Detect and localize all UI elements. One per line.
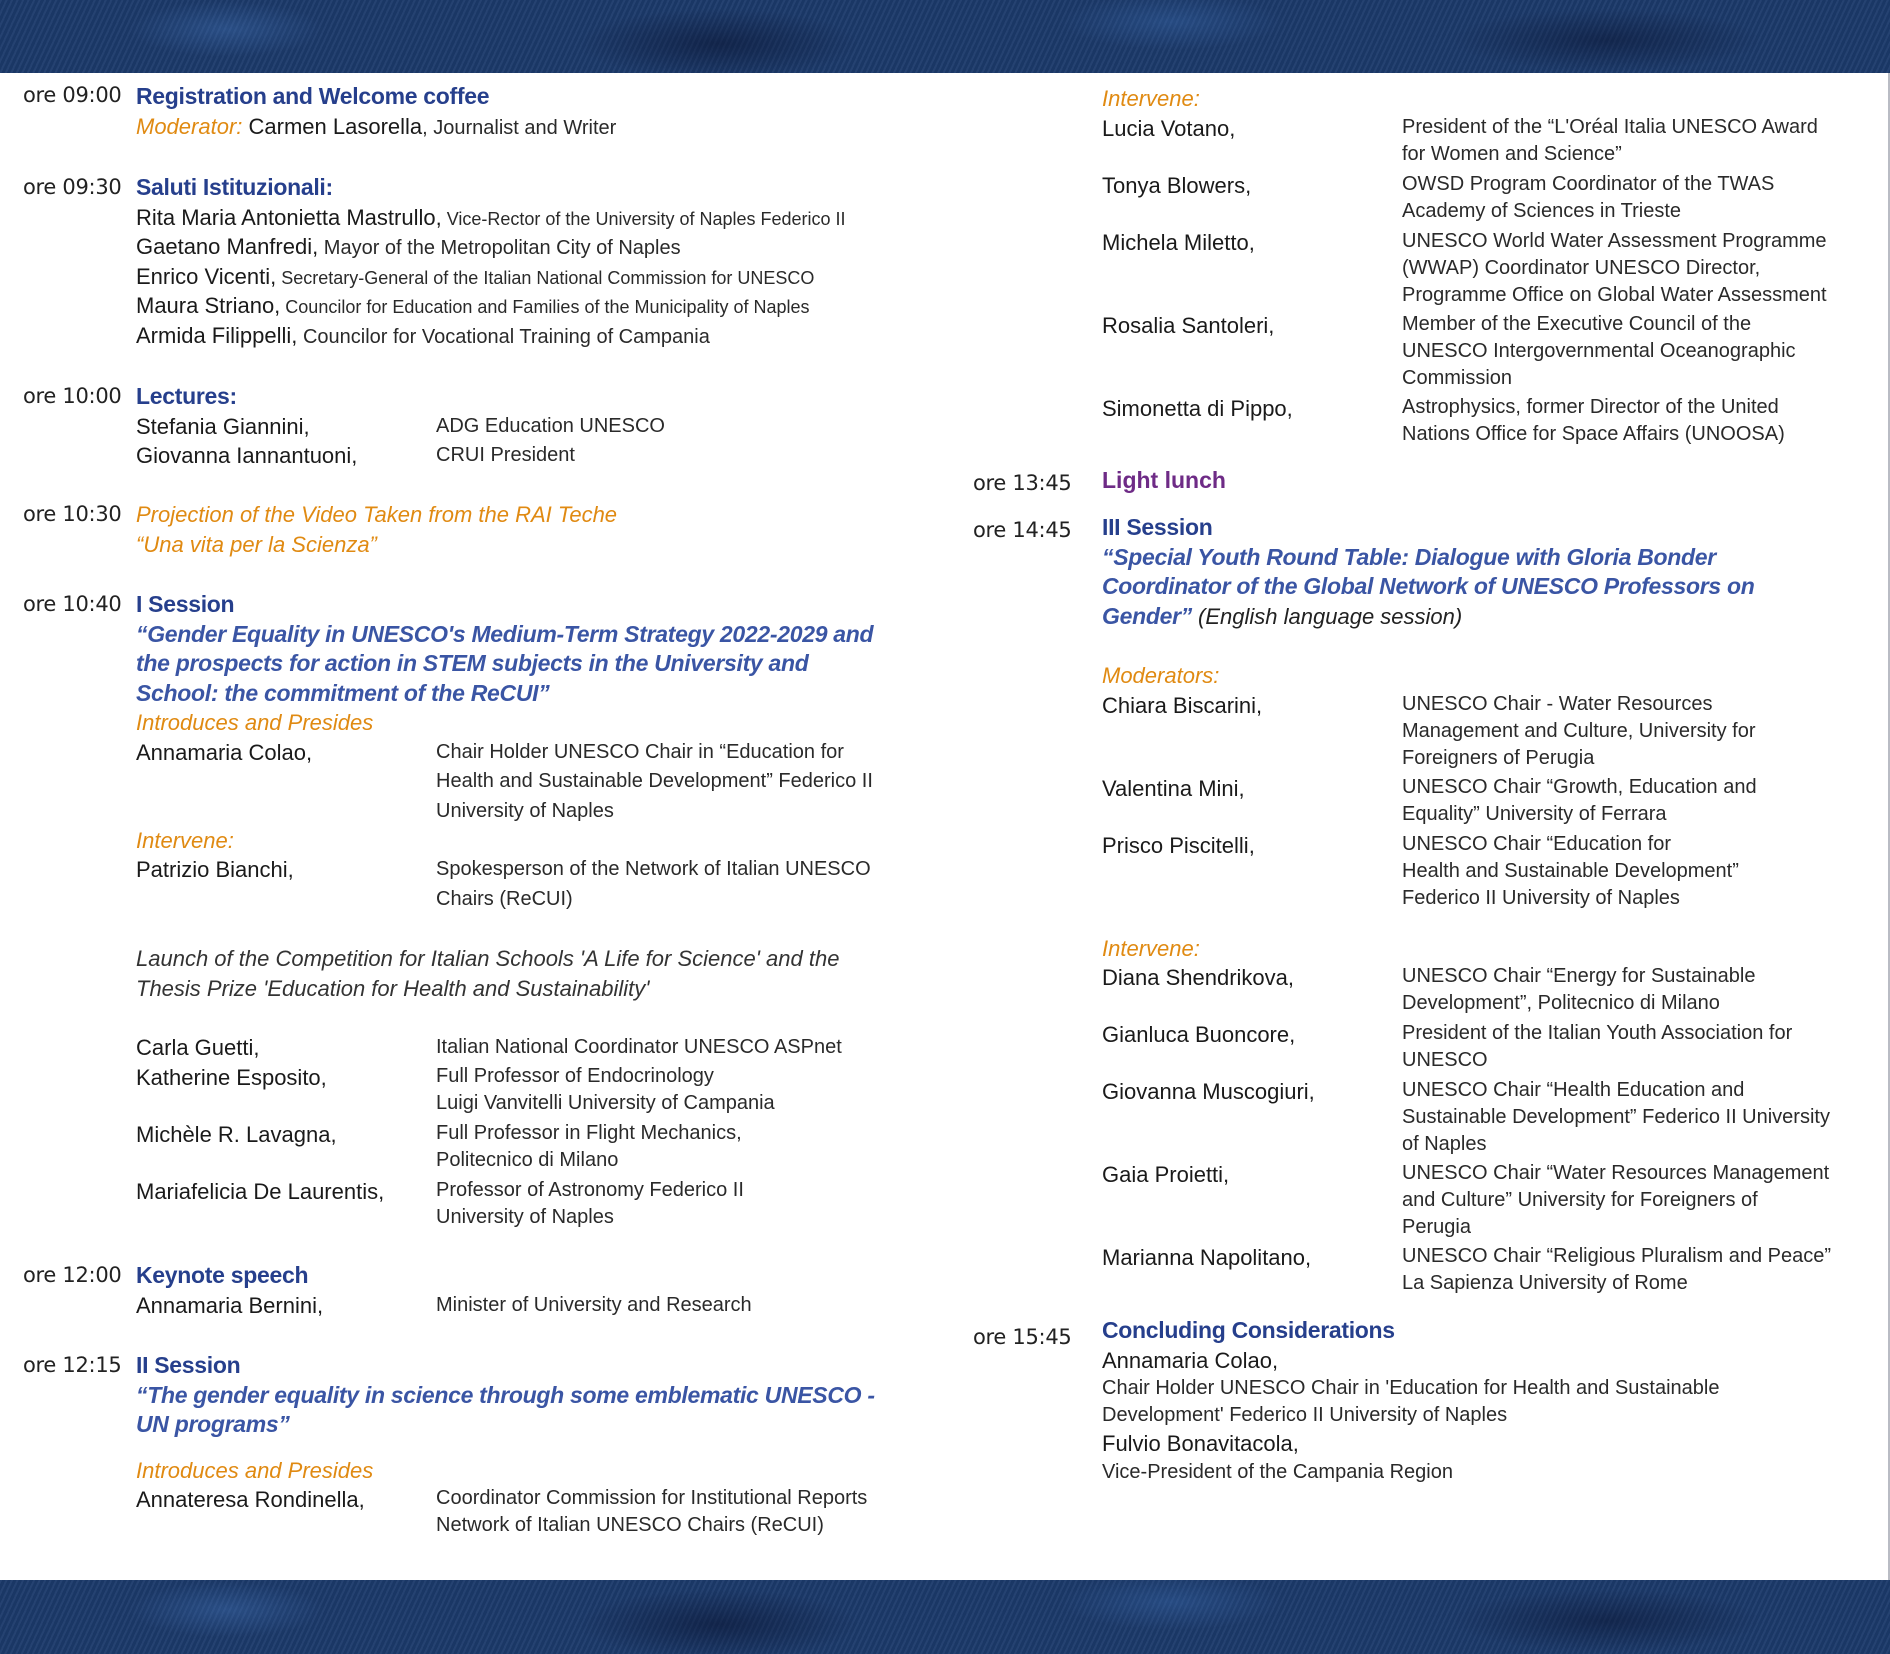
speaker-name: Katherine Esposito, (136, 1064, 327, 1090)
role-line: Perugia (1402, 1216, 1471, 1238)
role-line: Network of Italian UNESCO Chairs (ReCUI) (436, 1514, 824, 1536)
role-line: University of Naples (436, 799, 614, 822)
session-projection (136, 500, 617, 559)
speaker (1102, 228, 1862, 311)
role-line: Coordinator Commission for Institutional Reports (436, 1487, 868, 1509)
speaker-name: Maura Striano, (136, 293, 281, 318)
speaker-role: Secretary-General of the Italian National Commission for UNESCO (276, 267, 815, 288)
role-line: Federico II University of Naples (1402, 886, 1680, 909)
role-line: UNESCO Chair “Health Education and (1402, 1079, 1745, 1101)
speaker-name: Michèle R. Lavagna, (136, 1121, 337, 1147)
role-line: Full Professor in Flight Mechanics, (436, 1121, 742, 1144)
speaker (1102, 311, 1862, 394)
time-1200: ore 12:00 (23, 1263, 122, 1287)
moderator (1102, 831, 1862, 914)
session-topic: the prospects for action in STEM subjects in the University and (136, 650, 809, 676)
speaker (136, 262, 846, 292)
role-line: for Women and Science” (1402, 142, 1622, 165)
footer-band (0, 1580, 1890, 1654)
role-line: University of Naples (436, 1205, 614, 1228)
speaker (1102, 1020, 1862, 1077)
speaker (136, 321, 846, 351)
role-line: Member of the Executive Council of the (1402, 312, 1752, 335)
speaker-name: Marianna Napolitano, (1102, 1245, 1312, 1270)
role-line: and Culture” University for Foreigners of (1402, 1189, 1758, 1211)
time-0900: ore 09:00 (23, 83, 122, 107)
role-line: Commission (1402, 366, 1513, 389)
role-line: UNESCO Chair “Education for (1402, 832, 1671, 855)
launch-note: Launch of the Competition for Italian Schools 'A Life for Science' and the (136, 946, 840, 971)
role-line: of Naples (1402, 1133, 1487, 1155)
projection-title: Projection of the Video Taken from the RAI Teche (136, 502, 618, 527)
role-line: Italian National Coordinator UNESCO ASPnet (436, 1036, 842, 1058)
role-line: Spokesperson of the Network of Italian UNESCO (436, 858, 871, 880)
role-line: Programme Office on Global Water Assessment (1402, 283, 1827, 306)
speaker-name: Rita Maria Antonietta Mastrullo, (136, 204, 442, 230)
intervene-label: Intervene: (136, 827, 234, 853)
session-ii-continued (1102, 84, 1862, 451)
speaker-name: Giovanna Iannantuoni, (136, 443, 358, 468)
speaker-name: Michela Miletto, (1102, 229, 1255, 255)
role-line: Equality” University of Ferrara (1402, 802, 1667, 825)
speaker (136, 232, 846, 262)
moderator (1102, 691, 1862, 774)
session-language-note: (English language session) (1191, 603, 1463, 629)
role-line: Politecnico di Milano (436, 1148, 619, 1171)
role-line: Sustainable Development” Federico II University (1402, 1106, 1830, 1128)
speaker-name: Carla Guetti, (136, 1035, 260, 1060)
speaker (136, 1177, 896, 1234)
role-line: President of the Italian Youth Association for (1402, 1022, 1793, 1044)
role-line: Health and Sustainable Development” (1402, 859, 1739, 882)
session-lunch (1102, 466, 1226, 496)
role-line: Chairs (ReCUI) (436, 887, 573, 910)
session-topic: “Gender Equality in UNESCO's Medium-Term Strategy 2022-2029 and (136, 620, 874, 647)
speaker-name: Gaetano Manfredi, (136, 234, 319, 259)
session-i (136, 590, 896, 1234)
speaker-role: Vice-Rector of the University of Naples Federico II (441, 208, 846, 229)
speaker (136, 291, 846, 321)
speaker (1102, 1243, 1862, 1300)
role-line: Chair Holder UNESCO Chair in 'Education for Health and Sustainable (1102, 1377, 1720, 1399)
speaker-name: Valentina Mini, (1102, 775, 1245, 801)
speaker (1102, 1160, 1862, 1243)
speaker-name: Giovanna Muscogiuri, (1102, 1079, 1315, 1104)
time-0930: ore 09:30 (23, 175, 122, 199)
session-topic: UN programs” (136, 1411, 290, 1437)
speaker-name: Annamaria Colao, (1102, 1347, 1279, 1373)
introduces-label: Introduces and Presides (136, 1457, 374, 1483)
session-topic: Gender” (1102, 602, 1192, 629)
role-line: (WWAP) Coordinator UNESCO Director, (1402, 256, 1761, 279)
speaker-role: Councilor for Education and Families of the Municipality of Naples (280, 297, 810, 317)
time-1345: ore 13:45 (973, 471, 1072, 495)
intervene-label: Intervene: (1102, 86, 1200, 111)
session-title: Light lunch (1102, 467, 1226, 493)
role-line: UNESCO Chair “Water Resources Management (1402, 1162, 1830, 1184)
chair (136, 1485, 896, 1544)
role-line: Foreigners of Perugia (1402, 746, 1595, 769)
session-registration (136, 82, 616, 141)
speaker (1102, 171, 1862, 228)
speaker (1102, 963, 1862, 1020)
role-line: Development' Federico II University of Naples (1102, 1404, 1508, 1426)
speaker (1102, 394, 1862, 451)
moderator-name: Carmen Lasorella (248, 113, 423, 139)
role-line: UNESCO Chair “Growth, Education and (1402, 775, 1757, 798)
role-line: UNESCO Chair - Water Resources (1402, 692, 1713, 715)
speaker (1102, 114, 1862, 171)
speaker-role (436, 738, 873, 827)
speaker-role: Councilor for Vocational Training of Campania (297, 325, 710, 348)
role-line: Chair Holder UNESCO Chair in “Education for (436, 740, 844, 763)
time-1545: ore 15:45 (973, 1325, 1072, 1349)
speaker-role: CRUI President (436, 444, 575, 466)
session-title: Registration and Welcome coffee (136, 83, 490, 109)
role-line: Luigi Vanvitelli University of Campania (436, 1091, 775, 1114)
speaker-name: Chiara Biscarini, (1102, 692, 1263, 718)
role-line: OWSD Program Coordinator of the TWAS (1402, 172, 1775, 195)
speaker-name: Fulvio Bonavitacola, (1102, 1431, 1299, 1456)
speaker (136, 1291, 896, 1321)
time-1215: ore 12:15 (23, 1353, 122, 1377)
introduces-label: Introduces and Presides (136, 710, 374, 735)
speaker (136, 412, 836, 442)
speaker-name: Prisco Piscitelli, (1102, 832, 1255, 858)
speaker-role (436, 855, 871, 914)
role-line: UNESCO Intergovernmental Oceanographic (1402, 339, 1796, 362)
moderator-label: Moderator: (136, 113, 243, 139)
time-1030: ore 10:30 (23, 502, 122, 526)
session-saluti (136, 173, 846, 350)
speaker (1102, 1077, 1862, 1160)
session-title: II Session (136, 1352, 241, 1378)
speaker-name: Armida Filippelli, (136, 322, 298, 348)
speaker-name: Stefania Giannini, (136, 413, 310, 439)
session-topic: “Special Youth Round Table: Dialogue with Gloria Bonder (1102, 543, 1716, 570)
session-lectures (136, 382, 836, 471)
role-line: UNESCO (1402, 1049, 1488, 1071)
speaker (136, 1120, 896, 1177)
role-line: Full Professor of Endocrinology (436, 1064, 714, 1087)
speaker-name: Rosalia Santoleri, (1102, 312, 1275, 338)
role-line: UNESCO World Water Assessment Programme (1402, 229, 1827, 252)
chair (136, 738, 896, 826)
role-line: UNESCO Chair “Energy for Sustainable (1402, 965, 1756, 987)
role-line: Health and Sustainable Development” Federico II (436, 770, 873, 792)
role-line: Management and Culture, University for (1402, 719, 1756, 742)
speaker (136, 1033, 896, 1063)
session-keynote (136, 1261, 896, 1320)
speaker (136, 1063, 896, 1120)
time-1445: ore 14:45 (973, 518, 1072, 542)
session-topic: School: the commitment of the ReCUI” (136, 679, 550, 706)
speaker-role: ADG Education UNESCO (436, 414, 665, 437)
session-title: III Session (1102, 514, 1213, 540)
speaker-name: Simonetta di Pippo, (1102, 395, 1293, 421)
role-line: Professor of Astronomy Federico II (436, 1178, 744, 1201)
speaker (136, 855, 896, 914)
header-band (0, 0, 1890, 73)
speaker-name: Lucia Votano, (1102, 115, 1236, 141)
session-title: Lectures: (136, 383, 237, 409)
role-line: President of the “L'Oréal Italia UNESCO Award (1402, 115, 1818, 138)
role-line: Astrophysics, former Director of the United (1402, 395, 1779, 418)
role-line: Vice-President of the Campania Region (1102, 1460, 1453, 1483)
speaker-name: Gianluca Buoncore, (1102, 1022, 1296, 1047)
speaker-role: Minister of University and Research (436, 1293, 752, 1316)
role-line: Development”, Politecnico di Milano (1402, 992, 1720, 1014)
speaker-name: Annateresa Rondinella, (136, 1487, 365, 1512)
time-1000: ore 10:00 (23, 384, 122, 408)
session-title: Keynote speech (136, 1262, 309, 1288)
moderators-label: Moderators: (1102, 663, 1220, 688)
speaker-name: Gaia Proietti, (1102, 1162, 1230, 1187)
speaker (136, 441, 836, 471)
speaker-name: Patrizio Bianchi, (136, 857, 294, 882)
moderator-role: , Journalist and Writer (422, 116, 617, 139)
session-topic: “The gender equality in science through some emblematic UNESCO - (136, 1381, 875, 1408)
role-line: UNESCO Chair “Religious Pluralism and Peace” (1402, 1245, 1832, 1267)
role-line: Nations Office for Space Affairs (UNOOSA) (1402, 422, 1785, 445)
session-concluding (1102, 1316, 1862, 1486)
launch-note: Thesis Prize 'Education for Health and Sustainability' (136, 975, 650, 1001)
speaker (136, 203, 846, 233)
speaker-name: Tonya Blowers, (1102, 172, 1252, 198)
intervene-label: Intervene: (1102, 935, 1200, 961)
speaker-name: Mariafelicia De Laurentis, (136, 1178, 385, 1204)
speaker-name: Annamaria Bernini, (136, 1292, 324, 1318)
time-1040: ore 10:40 (23, 592, 122, 616)
projection-subtitle: “Una vita per la Scienza” (136, 531, 377, 557)
session-title: I Session (136, 591, 235, 617)
speaker-role: Mayor of the Metropolitan City of Naples (318, 237, 681, 259)
session-topic: Coordinator of the Global Network of UNESCO Professors on (1102, 573, 1755, 599)
role-line: La Sapienza University of Rome (1402, 1272, 1688, 1294)
session-title: Concluding Considerations (1102, 1317, 1395, 1343)
session-title: Saluti Istituzionali: (136, 174, 333, 200)
moderator (1102, 774, 1862, 831)
session-iii (1102, 513, 1862, 1300)
speaker-name: Annamaria Colao, (136, 739, 313, 765)
role-line: Academy of Sciences in Trieste (1402, 199, 1682, 222)
session-ii (136, 1351, 896, 1544)
speaker-name: Diana Shendrikova, (1102, 965, 1295, 990)
speaker-name: Enrico Vicenti, (136, 263, 277, 289)
